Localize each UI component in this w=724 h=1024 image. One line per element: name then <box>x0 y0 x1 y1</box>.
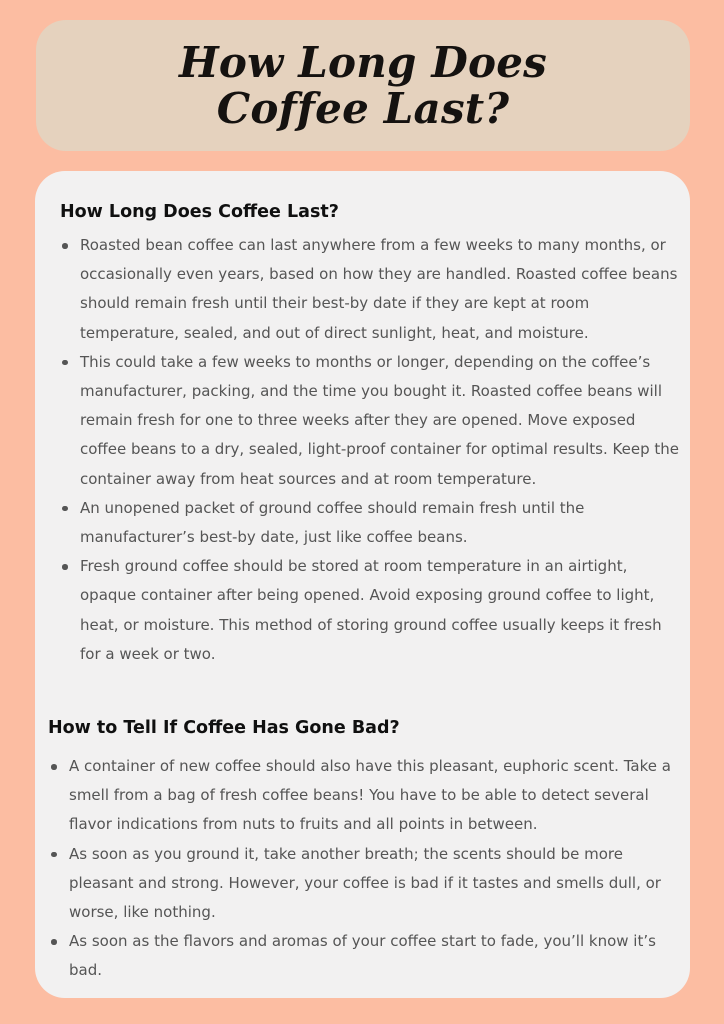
bullet-icon <box>62 506 68 512</box>
list-item <box>49 752 679 840</box>
bullet-icon <box>51 764 57 770</box>
list-item <box>60 231 680 348</box>
list-item <box>60 348 680 494</box>
list-item-text: Roasted bean coffee can last anywhere from a few weeks to many months, or occasionally even years, based on how they are handled. Roasted coffee beans should remain fresh until their best-by date if they are kept at room temperature, sealed, and out of direct sunlight, heat, and moisture. <box>80 236 678 342</box>
bullet-icon <box>51 939 57 945</box>
bullet-icon <box>62 360 68 366</box>
list-item <box>49 927 679 985</box>
bullet-list-gone-bad <box>49 752 679 986</box>
section-heading-gone-bad: How to Tell If Coffee Has Gone Bad? <box>48 718 400 738</box>
list-item-text: An unopened packet of ground coffee should remain fresh until the manufacturer’s best-by date, just like coffee beans. <box>80 498 585 547</box>
list-item-text: This could take a few weeks to months or longer, depending on the coffee’s manufacturer, packing, and the time you bought it. Roasted coffee beans will remain fresh for one to three weeks after they are opened. Move exposed coffee beans to a dry, sealed, light-proof container for optimal results. Keep the container away from heat sources and at room temperature. <box>80 352 679 488</box>
list-item <box>60 494 680 552</box>
list-item-text: A container of new coffee should also have this pleasant, euphoric scent. Take a smell from a bag of fresh coffee beans! You have to be able to detect several flavor indications from nuts to fruits and all points in between. <box>69 757 671 834</box>
content-card <box>35 171 690 998</box>
bullet-icon <box>62 564 68 570</box>
bullet-icon <box>51 852 57 858</box>
list-item-text: As soon as you ground it, take another breath; the scents should be more pleasant and strong. However, your coffee is bad if it tastes and smells dull, or worse, like nothing. <box>69 844 661 922</box>
list-item-text: As soon as the flavors and aromas of your coffee start to fade, you’ll know it’s bad. <box>69 932 656 980</box>
title-banner <box>36 20 690 151</box>
list-item-text: Fresh ground coffee should be stored at room temperature in an airtight, opaque container after being opened. Avoid exposing ground coffee to light, heat, or moisture. This method of storing ground coffee usually keeps it fresh for a week or two. <box>80 557 662 663</box>
page-title: How Long Does Coffee Last? <box>179 37 547 133</box>
section-heading-how-long: How Long Does Coffee Last? <box>60 202 339 222</box>
list-item <box>49 840 679 928</box>
bullet-list-how-long <box>60 231 680 669</box>
list-item <box>60 552 680 669</box>
bullet-icon <box>62 243 68 249</box>
